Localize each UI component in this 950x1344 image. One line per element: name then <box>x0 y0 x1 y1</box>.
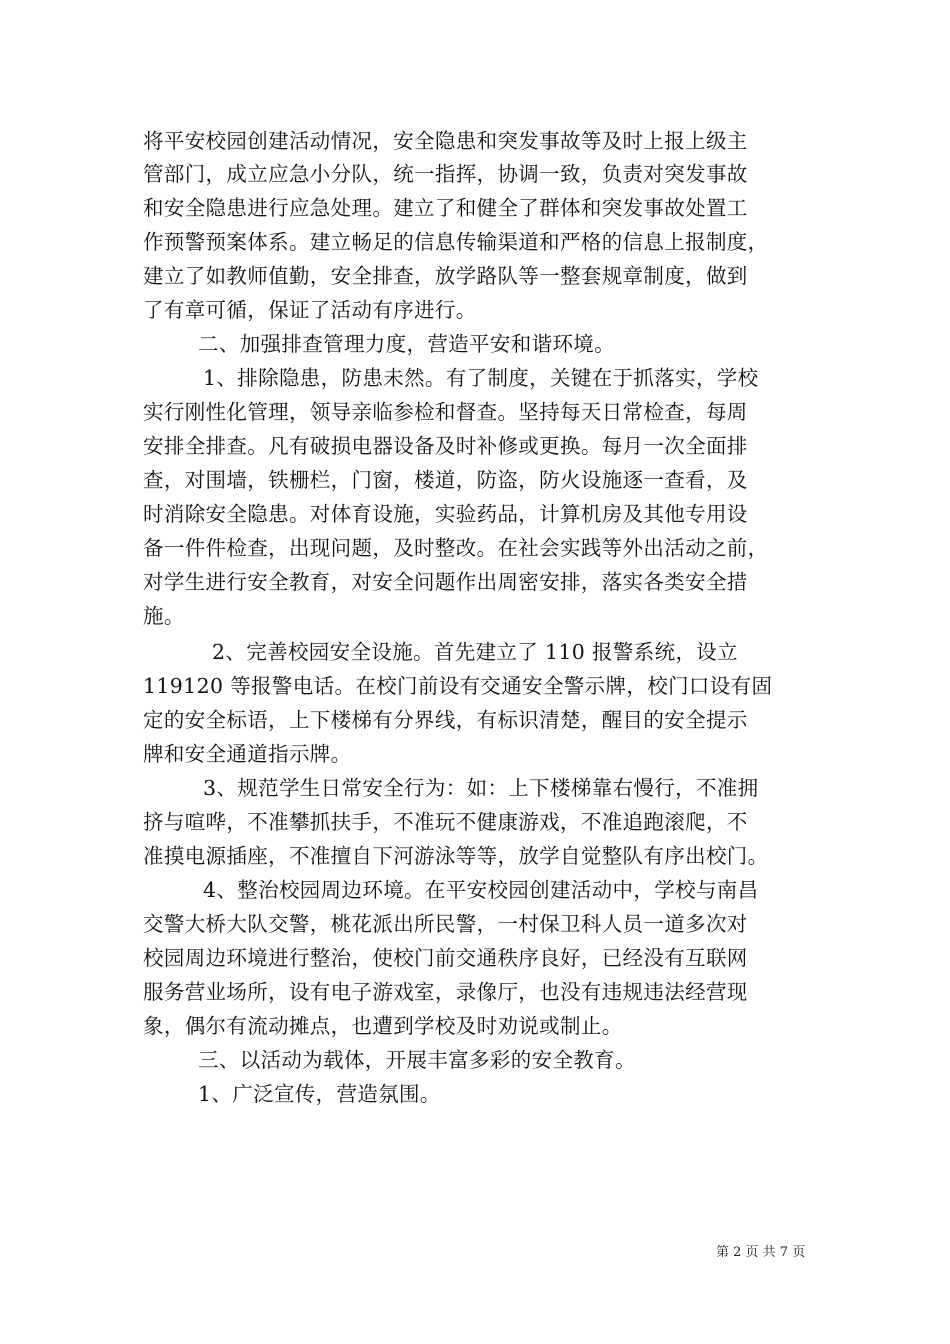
text-line: 2、完善校园安全设施。首先建立了 110 报警系统，设立 <box>212 640 739 664</box>
text-line: 查，对围墙，铁栅栏，门窗，楼道，防盗，防火设施逐一查看，及 <box>143 468 748 492</box>
text-line: 管部门，成立应急小分队，统一指挥，协调一致，负责对突发事故 <box>143 162 748 186</box>
text-line: 交警大桥大队交警，桃花派出所民警，一村保卫科人员一道多次对 <box>143 912 748 936</box>
text-line: 将平安校园创建活动情况，安全隐患和突发事故等及时上报上级主 <box>143 129 748 153</box>
text-line: 挤与喧哗，不准攀抓扶手，不准玩不健康游戏，不准追跑滚爬，不 <box>143 810 748 834</box>
text-line: 校园周边环境进行整治，使校门前交通秩序良好，已经没有互联网 <box>143 946 748 970</box>
text-line: 对学生进行安全教育，对安全问题作出周密安排，落实各类安全措 <box>143 570 748 594</box>
text-line: 1、排除隐患，防患未然。有了制度，关键在于抓落实，学校 <box>203 366 759 390</box>
text-line: 和安全隐患进行应急处理。建立了和健全了群体和突发事故处置工 <box>143 196 748 220</box>
text-line: 作预警预案体系。建立畅足的信息传输渠道和严格的信息上报制度， <box>143 230 769 254</box>
text-line: 定的安全标语，上下楼梯有分界线，有标识清楚，醒目的安全提示 <box>143 708 748 732</box>
text-line: 建立了如教师值勤，安全排查，放学路队等一整套规章制度，做到 <box>143 264 748 288</box>
text-line: 时消除安全隐患。对体育设施，实验药品，计算机房及其他专用设 <box>143 502 748 526</box>
text-line: 服务营业场所，设有电子游戏室，录像厅，也没有违规违法经营现 <box>143 980 748 1004</box>
text-line: 3、规范学生日常安全行为：如：上下楼梯靠右慢行，不准拥 <box>203 776 759 800</box>
text-line: 牌和安全通道指示牌。 <box>143 742 352 766</box>
text-line: 4、整治校园周边环境。在平安校园创建活动中，学校与南昌 <box>203 878 759 902</box>
text-line: 了有章可循，保证了活动有序进行。 <box>143 298 477 322</box>
text-line: 1、广泛宣传，营造氛围。 <box>198 1082 441 1106</box>
text-line: 安排全排查。凡有破损电器设备及时补修或更换。每月一次全面排 <box>143 434 748 458</box>
text-line: 象，偶尔有流动摊点，也遭到学校及时劝说或制止。 <box>143 1014 623 1038</box>
section-heading: 二、加强排查管理力度，营造平安和谐环境。 <box>198 332 615 356</box>
text-line: 备一件件检查，出现问题，及时整改。在社会实践等外出活动之前， <box>143 536 769 560</box>
section-heading: 三、以活动为载体，开展丰富多彩的安全教育。 <box>198 1048 636 1072</box>
text-line: 119120 等报警电话。在校门前设有交通安全警示牌，校门口设有固 <box>143 674 773 698</box>
text-line: 实行刚性化管理，领导亲临参检和督查。坚持每天日常检查，每周 <box>143 400 748 424</box>
text-line: 施。 <box>143 604 185 628</box>
page-number-footer: 第 2 页 共 7 页 <box>716 1245 806 1260</box>
text-line: 准摸电源插座，不准擅自下河游泳等等，放学自觉整队有序出校门。 <box>143 844 769 868</box>
